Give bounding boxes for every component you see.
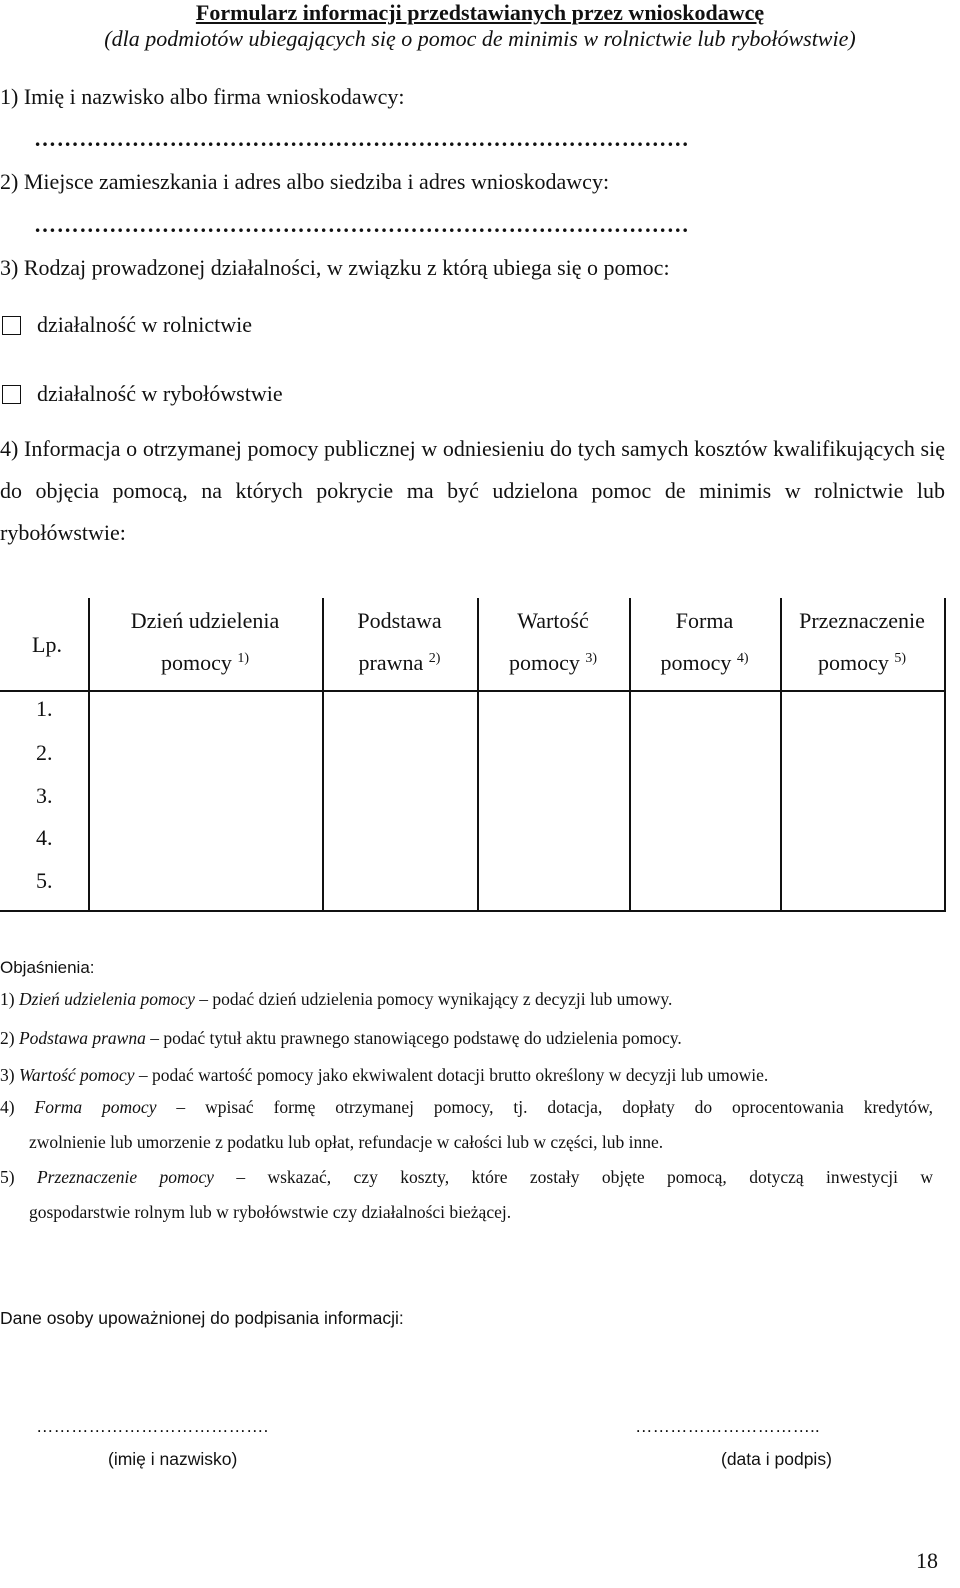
row-number: 3. [36, 783, 53, 808]
signature-heading: Dane osoby upoważnionej do podpisania informacji: [0, 1308, 404, 1328]
option-agriculture[interactable] [0, 312, 252, 338]
form-subtitle: (dla podmiotów ubiegających się o pomoc de minimis w rolnictwie lub rybołówstwie) [104, 26, 856, 51]
checkbox-fisheries[interactable] [2, 385, 21, 404]
row-number: 2. [36, 740, 53, 765]
aid-table [0, 598, 946, 912]
page-number: 18 [916, 1548, 938, 1573]
row-number: 4. [36, 825, 53, 850]
question-1-label: 1) Imię i nazwisko albo firma wnioskodawcy: [0, 84, 405, 109]
question-4-label: 4) Informacja o otrzymanej pomocy publicznej w odniesieniu do tych samych kosztów kwalifikujących się do objęcia pomocą, na których pokrycie ma być udzielona pomoc de minimis w rolnictwie lub rybołówstwie: [0, 436, 945, 545]
option-fisheries-label: działalność w rybołówstwie [37, 381, 283, 406]
question-2-answer-line[interactable]: …………………………………………………………………………… [34, 212, 690, 237]
note-2: 2) Podstawa prawna – podać tytuł aktu prawnego stanowiącego podstawę do udzielenia pomocy. [0, 1028, 682, 1048]
col-header-legal-basis: Podstawa prawna $^{2)}$ [357, 608, 442, 675]
option-agriculture-label: działalność w rolnictwie [37, 312, 253, 337]
col-header-purpose: Przeznaczenie pomocy $^{5)}$ [799, 608, 925, 675]
date-signature-label: (data i podpis) [721, 1449, 832, 1469]
note-4: 4) Forma pomocy – wpisać formę otrzymanej pomocy, tj. dotacja, dopłaty do oprocentowania kredytów, zwolnienie lub umorzenie z podatku lub opłat, refundacje w całości lub w części, lub inne. [0, 1097, 934, 1152]
name-signature-line[interactable]: …………………………………. [36, 1416, 269, 1436]
notes-title: Objaśnienia: [0, 958, 95, 977]
col-header-form: Forma pomocy $^{4)}$ [660, 608, 749, 675]
note-1: 1) Dzień udzielenia pomocy – podać dzień udzielenia pomocy wynikający z decyzji lub umowy. [0, 989, 673, 1009]
option-fisheries[interactable] [0, 381, 283, 407]
note-3: 3) Wartość pomocy – podać wartość pomocy jako ekwiwalent dotacji brutto określony w decyzji lub umowie. [0, 1065, 769, 1085]
table-border [0, 690, 946, 692]
question-1-answer-line[interactable]: …………………………………………………………………………… [34, 126, 690, 151]
question-2-label: 2) Miejsce zamieszkania i adres albo siedziba i adres wnioskodawcy: [0, 169, 610, 194]
row-number: 5. [36, 868, 53, 893]
date-signature-line[interactable]: ………………………….. [635, 1416, 820, 1436]
row-number: 1. [36, 696, 53, 721]
note-5: 5) Przeznaczenie pomocy – wskazać, czy koszty, które zostały objęte pomocą, dotyczą inwestycji w gospodarstwie rolnym lub w rybołówstwie czy działalności bieżącej. [0, 1167, 933, 1222]
col-header-value: Wartość pomocy $^{3)}$ [508, 608, 598, 675]
name-label: (imię i nazwisko) [108, 1449, 238, 1469]
lp-header: Lp. [32, 632, 62, 657]
col-header-date: Dzień udzielenia pomocy $^{1)}$ [130, 608, 280, 675]
table-border [0, 910, 946, 912]
table-border [944, 598, 946, 912]
form-title: Formularz informacji przedstawianych przez wnioskodawcę [195, 0, 765, 25]
question-3-label: 3) Rodzaj prowadzonej działalności, w związku z którą ubiega się o pomoc: [0, 255, 670, 280]
checkbox-agriculture[interactable] [2, 316, 21, 335]
